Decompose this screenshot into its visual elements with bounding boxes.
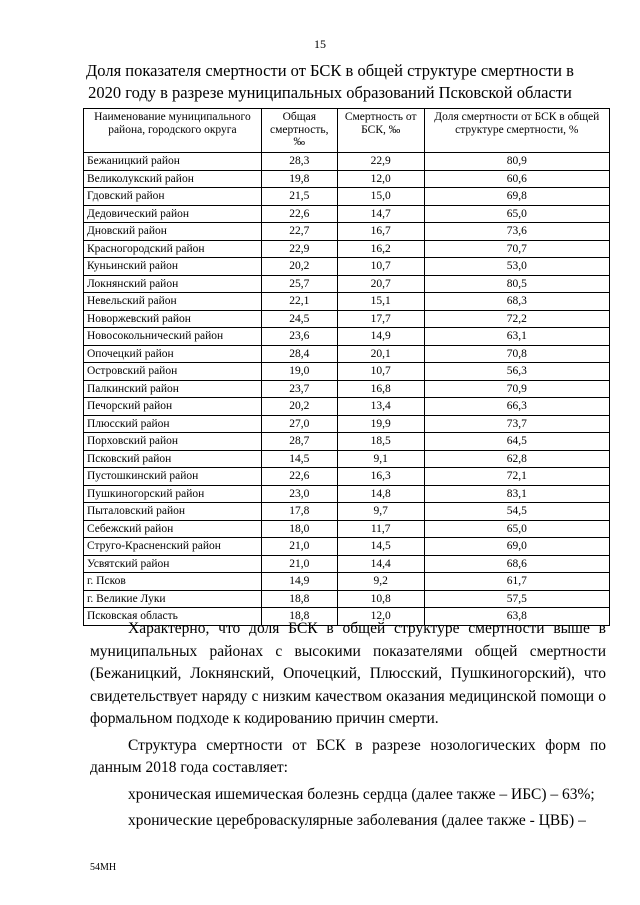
row-bsk-mortality: 9,7 [337,503,424,521]
row-bsk-share: 64,5 [424,433,609,451]
table-row [84,310,610,328]
row-bsk-mortality: 11,7 [337,520,424,538]
mortality-table [83,108,610,626]
table-row [84,415,610,433]
row-bsk-share: 53,0 [424,258,609,276]
row-district: Порховский район [84,433,262,451]
row-bsk-share: 72,1 [424,468,609,486]
row-total-mortality: 25,7 [261,275,337,293]
row-bsk-mortality: 22,9 [337,153,424,171]
table-row [84,380,610,398]
row-district: Плюсский район [84,415,262,433]
row-district: Бежаницкий район [84,153,262,171]
row-total-mortality: 19,0 [261,363,337,381]
header-district: Наименование муниципального района, городского округа [84,109,262,153]
table-header-row [84,109,610,153]
table-row [84,328,610,346]
table-row [84,363,610,381]
row-bsk-mortality: 17,7 [337,310,424,328]
row-bsk-share: 70,9 [424,380,609,398]
header-total-mortality: Общая смертность, ‰ [261,109,337,153]
row-district: Пустошкинский район [84,468,262,486]
row-bsk-share: 70,7 [424,240,609,258]
row-district: Струго-Красненский район [84,538,262,556]
table-row [84,555,610,573]
row-bsk-share: 66,3 [424,398,609,416]
row-total-mortality: 14,9 [261,573,337,591]
header-bsk-share: Доля смертности от БСК в общей структуре смертности, % [424,109,609,153]
row-bsk-mortality: 14,8 [337,485,424,503]
table-row [84,188,610,206]
row-total-mortality: 28,3 [261,153,337,171]
row-bsk-share: 61,7 [424,573,609,591]
table-row [84,293,610,311]
table-row [84,503,610,521]
row-bsk-share: 69,8 [424,188,609,206]
row-total-mortality: 14,5 [261,450,337,468]
body-text [90,618,606,833]
row-bsk-mortality: 12,0 [337,170,424,188]
row-bsk-share: 83,1 [424,485,609,503]
row-bsk-share: 65,0 [424,520,609,538]
row-bsk-mortality: 20,7 [337,275,424,293]
table-row [84,520,610,538]
row-total-mortality: 19,8 [261,170,337,188]
row-district: Себежский район [84,520,262,538]
table-row [84,398,610,416]
table-row [84,345,610,363]
row-district: Новоржевский район [84,310,262,328]
row-bsk-mortality: 15,0 [337,188,424,206]
row-bsk-share: 63,8 [424,608,609,626]
table-row [84,258,610,276]
table-row [84,223,610,241]
row-total-mortality: 17,8 [261,503,337,521]
row-bsk-share: 70,8 [424,345,609,363]
row-bsk-share: 73,6 [424,223,609,241]
row-total-mortality: 21,5 [261,188,337,206]
row-district: Дедовический район [84,205,262,223]
row-bsk-share: 62,8 [424,450,609,468]
row-bsk-mortality: 16,8 [337,380,424,398]
table-row [84,450,610,468]
row-total-mortality: 23,7 [261,380,337,398]
row-district: Новосокольнический район [84,328,262,346]
row-bsk-mortality: 15,1 [337,293,424,311]
row-bsk-mortality: 9,2 [337,573,424,591]
row-bsk-mortality: 13,4 [337,398,424,416]
row-total-mortality: 18,8 [261,590,337,608]
row-district: Великолукский район [84,170,262,188]
row-district: Опочецкий район [84,345,262,363]
row-total-mortality: 22,9 [261,240,337,258]
row-total-mortality: 22,6 [261,205,337,223]
row-bsk-mortality: 10,7 [337,363,424,381]
row-bsk-mortality: 10,7 [337,258,424,276]
row-district: Островский район [84,363,262,381]
table-row [84,205,610,223]
row-district: Усвятский район [84,555,262,573]
header-bsk-mortality: Смертность от БСК, ‰ [337,109,424,153]
table-row [84,538,610,556]
row-total-mortality: 28,7 [261,433,337,451]
row-bsk-share: 63,1 [424,328,609,346]
row-bsk-mortality: 14,4 [337,555,424,573]
row-bsk-mortality: 18,5 [337,433,424,451]
table-row [84,153,610,171]
row-total-mortality: 24,5 [261,310,337,328]
table-row [84,275,610,293]
row-bsk-mortality: 14,7 [337,205,424,223]
page-number: 15 [314,37,326,51]
table-row [84,590,610,608]
row-district: Невельский район [84,293,262,311]
paragraph-ibs: хроническая ишемическая болезнь сердца (далее также – ИБС) – 63%; [128,785,595,803]
row-total-mortality: 18,0 [261,520,337,538]
row-total-mortality: 18,8 [261,608,337,626]
row-bsk-share: 72,2 [424,310,609,328]
row-total-mortality: 27,0 [261,415,337,433]
row-district: Красногородский район [84,240,262,258]
row-total-mortality: 21,0 [261,555,337,573]
row-bsk-share: 80,5 [424,275,609,293]
table-row [84,573,610,591]
paragraph-cvb: хронические цереброваскулярные заболевания (далее также - ЦВБ) – [128,812,586,829]
row-bsk-mortality: 14,9 [337,328,424,346]
row-district: Локнянский район [84,275,262,293]
row-bsk-mortality: 14,5 [337,538,424,556]
table-row [84,468,610,486]
row-district: Пушкиногорский район [84,485,262,503]
row-total-mortality: 28,4 [261,345,337,363]
row-bsk-share: 65,0 [424,205,609,223]
row-bsk-mortality: 16,2 [337,240,424,258]
table-row [84,170,610,188]
row-bsk-mortality: 12,0 [337,608,424,626]
row-bsk-share: 56,3 [424,363,609,381]
row-district: г. Псков [84,573,262,591]
row-bsk-mortality: 16,3 [337,468,424,486]
row-district: Пыталовский район [84,503,262,521]
row-bsk-mortality: 20,1 [337,345,424,363]
row-district: Гдовский район [84,188,262,206]
row-district: Псковская область [84,608,262,626]
row-total-mortality: 22,6 [261,468,337,486]
row-bsk-mortality: 16,7 [337,223,424,241]
row-bsk-share: 68,6 [424,555,609,573]
row-district: Печорский район [84,398,262,416]
row-district: Палкинский район [84,380,262,398]
table-row [84,433,610,451]
row-total-mortality: 23,6 [261,328,337,346]
table-body [84,153,610,626]
row-bsk-share: 54,5 [424,503,609,521]
row-bsk-share: 60,6 [424,170,609,188]
row-bsk-share: 68,3 [424,293,609,311]
row-district: г. Великие Луки [84,590,262,608]
footer-code: 54МН [90,862,117,873]
paragraph-structure-intro: Структура смертности от БСК в разрезе нозологических форм по данным 2018 года составляет: [90,736,606,776]
row-district: Дновский район [84,223,262,241]
row-district: Псковский район [84,450,262,468]
row-bsk-mortality: 19,9 [337,415,424,433]
row-total-mortality: 20,2 [261,398,337,416]
table-row [84,485,610,503]
row-total-mortality: 21,0 [261,538,337,556]
row-bsk-share: 57,5 [424,590,609,608]
row-bsk-mortality: 10,8 [337,590,424,608]
row-bsk-share: 69,0 [424,538,609,556]
row-total-mortality: 22,7 [261,223,337,241]
row-bsk-share: 73,7 [424,415,609,433]
row-district: Куньинский район [84,258,262,276]
row-total-mortality: 20,2 [261,258,337,276]
row-bsk-mortality: 9,1 [337,450,424,468]
table-title: Доля показателя смертности от БСК в общей структуре смертности в 2020 году в разрезе муниципальных образований Псковской области [86,61,574,102]
row-total-mortality: 22,1 [261,293,337,311]
table-row [84,240,610,258]
row-total-mortality: 23,0 [261,485,337,503]
row-bsk-share: 80,9 [424,153,609,171]
paragraph-conclusion: Характерно, что доля БСК в общей структуре смертности выше в муниципальных районах с высокими показателями общей смертности (Бежаницкий, Локнянский, Опочецкий, Плюсский, Пушкиногорский), что свидетельствует наряду с низким качеством оказания медицинской помощи о формальном подходе к кодированию причин смерти. [90,620,606,727]
